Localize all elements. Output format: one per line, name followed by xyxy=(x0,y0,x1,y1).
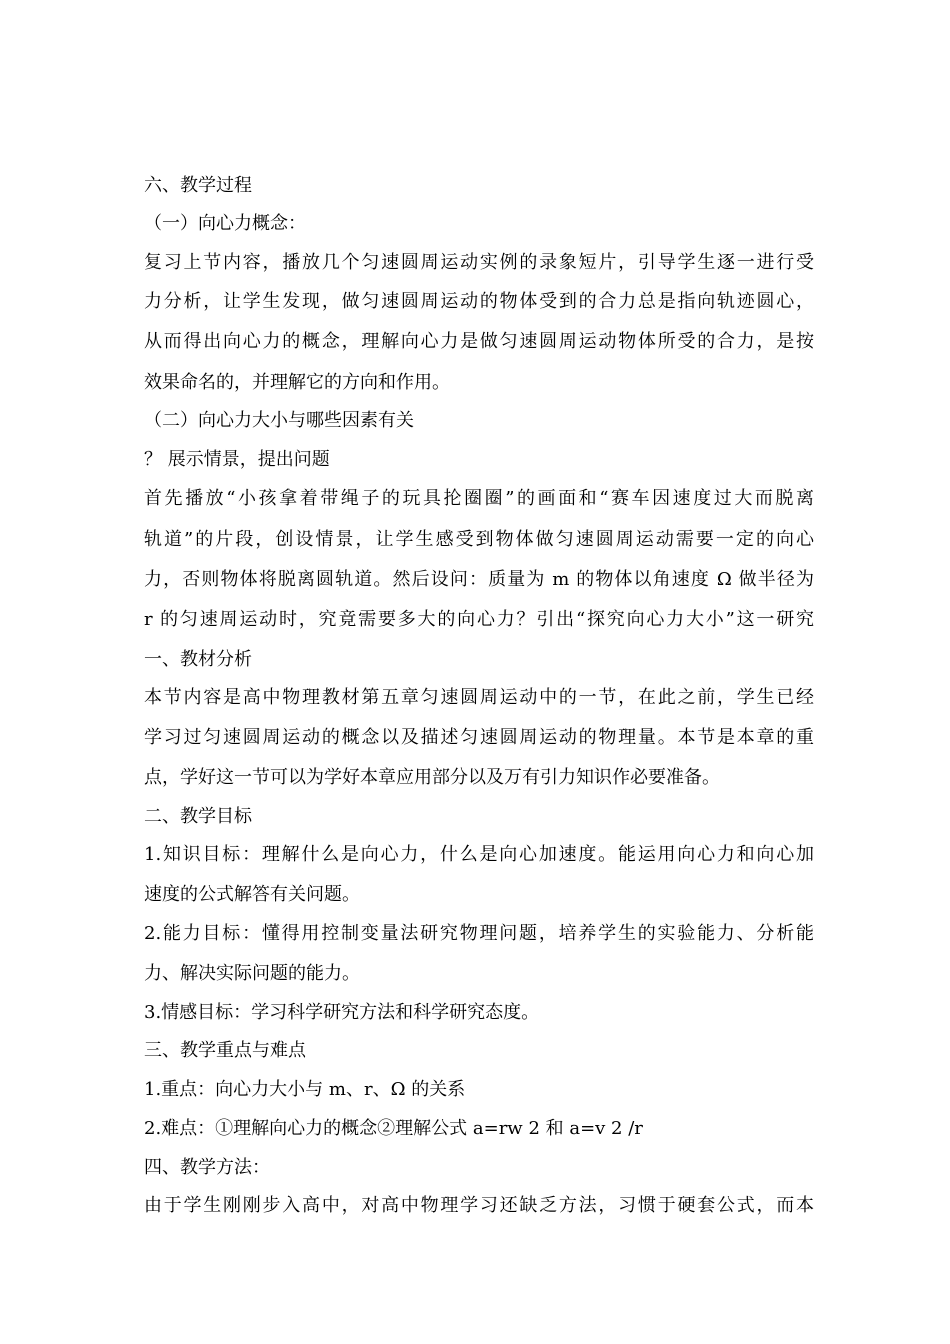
list-item: ？ 展示情景，提出问题 xyxy=(144,449,330,470)
paragraph-line: 轨道”的片段，创设情景，让学生感受到物体做匀速圆周运动需要一定的向心 xyxy=(144,529,814,550)
subsection-heading: （二）向心力大小与哪些因素有关 xyxy=(144,410,414,431)
paragraph-line: 力、解决实际问题的能力。 xyxy=(144,963,360,984)
paragraph-line: 学习过匀速圆周运动的概念以及描述匀速圆周运动的物理量。本节是本章的重 xyxy=(144,727,814,748)
section-heading: 二、教学目标 xyxy=(144,806,252,827)
paragraph-line: 复习上节内容，播放几个匀速圆周运动实例的录象短片，引导学生逐一进行受 xyxy=(144,252,814,273)
paragraph-line: 1.重点：向心力大小与 m、r、Ω 的关系 xyxy=(144,1079,466,1100)
subsection-heading: （一）向心力概念： xyxy=(144,213,306,234)
paragraph-line: 2.能力目标：懂得用控制变量法研究物理问题，培养学生的实验能力、分析能 xyxy=(144,923,814,944)
paragraph-line: 3.情感目标：学习科学研究方法和科学研究态度。 xyxy=(144,1002,540,1023)
paragraph-line: 1.知识目标：理解什么是向心力，什么是向心加速度。能运用向心力和向心加 xyxy=(144,844,814,865)
paragraph-line: 首先播放“小孩拿着带绳子的玩具抡圈圈”的画面和“赛车因速度过大而脱离 xyxy=(144,488,814,509)
paragraph-line: 速度的公式解答有关问题。 xyxy=(144,884,360,905)
paragraph-line: 2.难点：①理解向心力的概念②理解公式 a=rw 2 和 a=v 2 /r xyxy=(144,1118,643,1139)
paragraph-line: 力分析，让学生发现，做匀速圆周运动的物体受到的合力总是指向轨迹圆心， xyxy=(144,291,814,312)
section-heading: 四、教学方法： xyxy=(144,1157,270,1178)
paragraph-line: 力，否则物体将脱离圆轨道。然后设问：质量为 m 的物体以角速度 Ω 做半径为 xyxy=(144,569,814,590)
section-heading: 三、教学重点与难点 xyxy=(144,1040,306,1061)
paragraph-line: 效果命名的，并理解它的方向和作用。 xyxy=(144,372,450,393)
paragraph-line: 从而得出向心力的概念，理解向心力是做匀速圆周运动物体所受的合力，是按 xyxy=(144,331,814,352)
paragraph-line: 点，学好这一节可以为学好本章应用部分以及万有引力知识作必要准备。 xyxy=(144,767,720,788)
paragraph-line: 本节内容是高中物理教材第五章匀速圆周运动中的一节，在此之前，学生已经 xyxy=(144,687,814,708)
paragraph-line: r 的匀速周运动时，究竟需要多大的向心力？引出“探究向心力大小”这一研究 xyxy=(144,609,814,630)
section-heading: 一、教材分析 xyxy=(144,649,252,670)
section-heading: 六、教学过程 xyxy=(144,175,252,196)
paragraph-line: 由于学生刚刚步入高中，对高中物理学习还缺乏方法，习惯于硬套公式，而本 xyxy=(144,1195,814,1216)
